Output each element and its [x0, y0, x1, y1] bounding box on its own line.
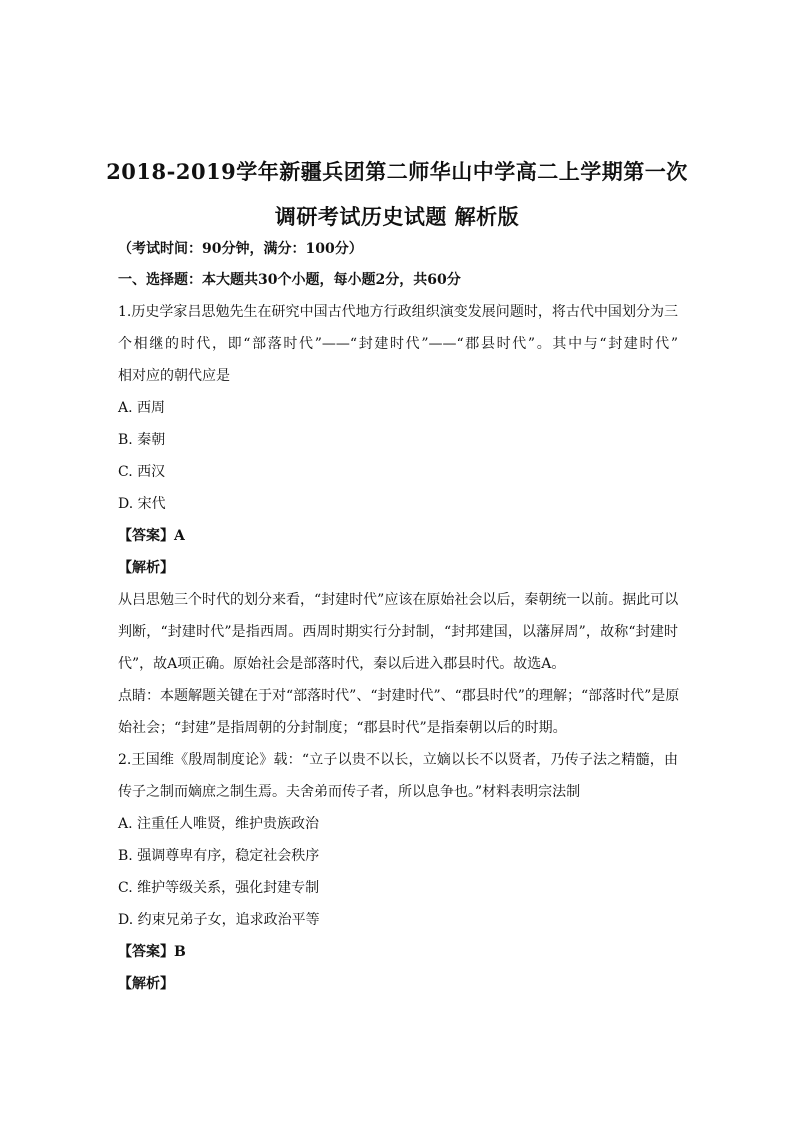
- q2-option-b: B. 强调尊卑有序，稳定社会秩序: [118, 848, 320, 864]
- q1-option-d: D. 宋代: [118, 496, 166, 512]
- q1-analysis-line: 判断，“封建时代”是指西周。西周时期实行分封制，“封邦建国，以藩屏周”，故称“封建时: [118, 624, 678, 640]
- q2-stem-line: 2.王国维《殷周制度论》载：“立子以贵不以长，立嫡以长不以贤者，乃传子法之精髓，由: [118, 752, 678, 768]
- q2-stem-line: 传子之制而嫡庶之制生焉。夫舍弟而传子者，所以息争也。”材料表明宗法制: [118, 784, 581, 800]
- q1-stem-line: 相对应的朝代应是: [118, 368, 230, 384]
- document-title-line-2: 调研考试历史试题 解析版: [274, 204, 520, 229]
- q2-option-a: A. 注重任人唯贤，维护贵族政治: [118, 816, 320, 832]
- q2-analysis-label: 【解析】: [118, 976, 174, 992]
- q1-analysis-line: 始社会；“封建”是指周朝的分封制度；“郡县时代”是指秦朝以后的时期。: [118, 720, 567, 736]
- q1-stem-line: 1.历史学家吕思勉先生在研究中国古代地方行政组织演变发展问题时，将古代中国划分为三: [118, 304, 678, 320]
- q1-analysis-label: 【解析】: [118, 560, 174, 576]
- q2-option-d: D. 约束兄弟子女，追求政治平等: [118, 912, 320, 928]
- exam-info: （考试时间：90分钟，满分：100分）: [118, 241, 363, 257]
- document-title-line-1: 2018-2019学年新疆兵团第二师华山中学高二上学期第一次: [106, 159, 688, 184]
- q1-analysis-line: 从吕思勉三个时代的划分来看，“封建时代”应该在原始社会以后，秦朝统一以前。据此可以: [118, 592, 679, 608]
- section-heading: 一、选择题：本大题共30个小题，每小题2分，共60分: [118, 272, 461, 288]
- q1-analysis-line: 点睛：本题解题关键在于对“部落时代”、“封建时代”、“郡县时代”的理解；“部落时代”是原: [118, 688, 680, 704]
- q1-answer: 【答案】A: [118, 528, 185, 544]
- q2-answer: 【答案】B: [118, 944, 186, 960]
- q1-option-b: B. 秦朝: [118, 432, 166, 448]
- q2-option-c: C. 维护等级关系，强化封建专制: [118, 880, 320, 896]
- q1-analysis-line: 代”，故A项正确。原始社会是部落时代，秦以后进入郡县时代。故选A。: [118, 656, 566, 672]
- q1-option-c: C. 西汉: [118, 464, 166, 480]
- q1-stem-line: 个相继的时代，即“部落时代”——“封建时代”——“郡县时代”。其中与“封建时代”: [118, 336, 678, 352]
- q1-option-a: A. 西周: [118, 400, 166, 416]
